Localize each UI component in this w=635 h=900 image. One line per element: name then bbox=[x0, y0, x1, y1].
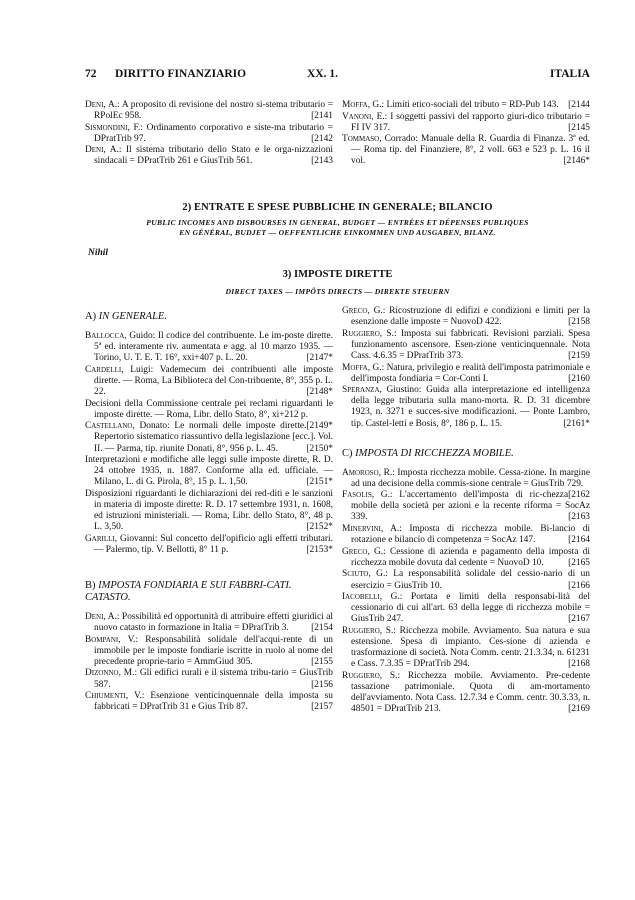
subsection-a-heading bbox=[85, 311, 333, 323]
entry-author: Tommaso, bbox=[342, 134, 382, 145]
bibliography-entry bbox=[342, 626, 590, 670]
entry-number: [2168 bbox=[568, 659, 590, 670]
section-2-title: 2) ENTRATE E SPESE PUBBLICHE IN GENERALE; BILANCIO bbox=[182, 202, 493, 214]
running-header bbox=[85, 68, 590, 86]
entry-number: [2165 bbox=[568, 557, 590, 568]
entry-text: Decisioni della Commissione centrale pei reclami riguardanti le imposte dirette. — Roma, Libr. dello Stato, 8°, xi+212 p. bbox=[85, 398, 333, 420]
entry-text: I soggetti passivi del rapporto giuri-dico tributario = FI IV 317. bbox=[351, 111, 590, 133]
subsection-b-heading bbox=[85, 580, 333, 604]
entry-number: [2157 bbox=[311, 702, 333, 713]
bibliography-entry bbox=[342, 490, 590, 523]
entry-text: Giovanni: Sul concetto dell'opificio agli effetti tributari. — Palermo, tip. V. Bellotti, 8° 11 p. bbox=[94, 533, 333, 555]
subsection-a-entries bbox=[85, 331, 333, 556]
subsection-b-entries bbox=[85, 612, 333, 713]
subsection-b-letter: B) bbox=[85, 579, 96, 591]
entry-author: Minervini, A.: bbox=[342, 524, 402, 535]
page-number: 72 bbox=[85, 68, 97, 80]
bibliography-entry bbox=[342, 592, 590, 625]
subsection-c-title: IMPOSTA DI RICCHEZZA MOBILE. bbox=[355, 447, 514, 459]
entry-number: [2153* bbox=[306, 544, 333, 555]
entry-text: A proposito di revisione del nostro si-stema tributario = RPolEc 958. bbox=[94, 100, 333, 122]
bibliography-entry bbox=[85, 489, 333, 533]
bibliography-entry bbox=[85, 668, 333, 690]
entry-number: [2158 bbox=[568, 317, 590, 328]
entry-text: Guido: Il codice del contribuente. Le im-poste dirette. 5ª ed. interamente riv. aumentata e agg. al 10 marzo 1935. — Torino, U. T. E. T. 16°, xxi+407 p. L. 20. bbox=[94, 331, 333, 364]
page bbox=[85, 68, 590, 716]
entry-author: Amoroso, R.: bbox=[342, 467, 395, 478]
entry-author: Deni, A.: bbox=[85, 145, 122, 156]
entry-number: [2144 bbox=[568, 100, 590, 110]
entry-number: [2147* bbox=[306, 353, 333, 364]
entry-number: [2163 bbox=[568, 512, 590, 523]
entry-text: Imposta ricchezza mobile. Cessa-zione. In margine ad una decisione della commis-sione centrale = GiusTrib 729. bbox=[351, 467, 590, 489]
subsection-b-title: IMPOSTA FONDIARIA E SUI FABBRI-CATI. CATASTO. bbox=[85, 579, 292, 603]
entry-text: Portata e limiti della responsabi-lità del cessionario di cui all'art. 63 della legge di ricchezza mobile = GiusTrib 247. bbox=[351, 592, 590, 625]
entry-text: Il sistema tributario dello Stato e le orga-nizzazioni sindacali = DPratTrib 261 e GiusTrib 561. bbox=[94, 145, 333, 167]
entry-number: [2150* bbox=[306, 443, 333, 454]
entry-author: Greco, G.: bbox=[342, 306, 386, 317]
header-country: ITALIA bbox=[549, 68, 590, 80]
entry-author: Sismondini, F.: bbox=[85, 122, 143, 133]
bibliography-entry bbox=[85, 365, 333, 398]
left-column bbox=[85, 306, 333, 716]
entry-author: Ruggiero, S.: bbox=[342, 670, 401, 681]
bibliography-entry bbox=[85, 455, 333, 488]
entry-number: [2143 bbox=[311, 156, 333, 167]
subsection-c-heading bbox=[342, 448, 590, 460]
entry-text: Interpretazioni e modifiche alle leggi sulle imposte dirette, R. D. 24 ottobre 1935, n. 1887. Conforme alla ed. ufficiale. — Milano, L. di G. Pirola, 8°, 15 p. L. 1,50. bbox=[85, 455, 333, 488]
entry-text: Donato: Le normali delle imposte dirette. Repertorio sistematico riassuntivo della legislazione [ecc.]. Vol. II. — Parma, tip. riunite Donati, 8°, 956 p. L. 45. bbox=[94, 421, 333, 454]
entry-number: [2169 bbox=[568, 704, 590, 715]
bibliography-entry bbox=[342, 385, 590, 429]
bibliography-entry bbox=[342, 100, 590, 111]
header-volume: XX. 1. bbox=[306, 68, 338, 80]
right-continuation-entries bbox=[342, 306, 590, 430]
bibliography-entry bbox=[85, 100, 333, 122]
entry-author: Moffa, G.: bbox=[342, 100, 385, 110]
entry-author: Sciuto, G.: bbox=[342, 569, 388, 580]
entry-number: [2161* bbox=[563, 418, 590, 429]
entry-number: [2142 bbox=[311, 133, 333, 144]
entry-author: Speranza, bbox=[342, 385, 382, 396]
entry-text: Possibilità ed opportunità di attribuire effetti giuridici al nuovo catasto in formazione in Italia = DPratTrib 3. bbox=[94, 611, 333, 634]
entry-author: Greco, G.: bbox=[342, 546, 386, 557]
bibliography-entry bbox=[342, 547, 590, 569]
section-3-translation: DIRECT TAXES — IMPÔTS DIRECTS — DIREKTE STEUERN bbox=[225, 287, 450, 297]
entry-number: [2151* bbox=[306, 477, 333, 488]
entry-author: Deni, A.: bbox=[85, 100, 120, 110]
entry-text: Cessione di azienda e pagamento della imposta di ricchezza mobile dovuta dal cedente = NuovoD 10. bbox=[351, 546, 590, 568]
entry-author: Dizonno, M.: bbox=[85, 668, 138, 679]
header-title: DIRITTO FINANZIARIO bbox=[115, 68, 247, 80]
entry-number: [2152* bbox=[306, 522, 333, 533]
entry-text: Corrado: Manuale della R. Guardia di Finanza. 3ª ed. — Roma tip. del Finanziere, 8°, 2 voll. 663 e 523 p. L. 16 il vol. bbox=[351, 134, 590, 167]
entry-text: Ordinamento corporativo e siste-ma tributario = DPratTrib 97. bbox=[94, 122, 333, 144]
section-2-translation-1: PUBLIC INCOMES AND DISBOURSES IN GENERAL, BUDGET — ENTRÉES ET DÉPENSES PUBLIQUES bbox=[146, 218, 529, 228]
subsection-c-entries bbox=[342, 468, 590, 716]
entry-text: Luigi: Vademecum dei contribuenti alle imposte dirette. — Roma, La Biblioteca del Con-tribuente, 8°, 355 p. L. 22. bbox=[94, 364, 333, 398]
subsection-a-letter: A) bbox=[85, 311, 97, 323]
entry-text: Imposta sui fabbricati. Revisioni parziali. Spesa funzionamento ascensore. Esen-zione venticinquennale. Nota Cass. 4.6.35 = DPratTrib 373. bbox=[351, 328, 590, 361]
entry-author: Deni, A.: bbox=[85, 611, 120, 622]
section-2-translation-2: EN GÉNÉRAL, BUDJET — OEFFENTLICHE EINKOMMEN UND AUSGABEN, BILANZ. bbox=[179, 228, 496, 238]
entry-number: [2167 bbox=[568, 614, 590, 625]
entry-number: [2141 bbox=[311, 111, 333, 122]
entry-text: Giustino: Guida alla interpretazione ed intelligenza della legge tributaria sulla mano-morta. R. D. 31 dicembre 1923, n. 3271 e succes-sive modificazioni. — Ponte Lambro, tip. Castel-letti e Bosis, 8°, 186 p. L. 15. bbox=[351, 385, 590, 429]
entry-text: Responsabilità solidale dell'acqui-rente di un immobile per le imposte fondiarie iscritte in ruolo al nome del precedente proprie-tario = AmmGiud 305. bbox=[94, 634, 333, 667]
entry-author: Moffa, G.: bbox=[342, 362, 385, 373]
bibliography-entry bbox=[342, 112, 590, 134]
entry-number: [2164 bbox=[568, 535, 590, 546]
entry-number: [2148* bbox=[306, 387, 333, 398]
entry-author: Bompani, V.: bbox=[85, 634, 139, 645]
entry-number: [2155 bbox=[311, 656, 333, 667]
subsection-c-letter: C) bbox=[342, 447, 353, 459]
entry-number: [2160 bbox=[568, 373, 590, 384]
entry-text: Disposizioni riguardanti le dichiarazioni dei red-diti e le sanzioni in materia di imposte dirette: R. D. 17 settembre 1931, n. 1608, ed istruzioni ministeriali. — Roma, Libr. dello Stato, 8°, 48 p. L. 3,50. bbox=[85, 488, 333, 533]
top-right-column bbox=[342, 100, 590, 168]
bibliography-entry bbox=[342, 306, 590, 328]
entry-number: [2162 bbox=[568, 489, 590, 500]
entry-number: [2159 bbox=[568, 350, 590, 361]
entry-text: Gli edifici rurali e il sistema tribu-tario = GiusTrib 587. bbox=[94, 668, 333, 690]
entry-text: Limiti etico-sociali del tributo = RD-Pub 143. bbox=[384, 100, 559, 110]
entry-text: Ricchezza mobile. Avviamento. Sua natura e sua estensione. Spesa di impianto. Ces-sione di azienda e trasformazione di società. Nota Comm. centr. 21.3.34, n. 61231 e Cass. 7.3.35 = DPratTrib 294. bbox=[351, 625, 590, 670]
entry-text: Natura, privilegio e realità dell'imposta patrimoniale e dell'imposta fondiaria = Cor-Conti I. bbox=[351, 362, 590, 384]
bibliography-entry bbox=[85, 612, 333, 634]
entry-author: Chiumenti, V.: bbox=[85, 691, 145, 702]
top-left-column bbox=[85, 100, 333, 168]
entry-author: Vanoni, E.: bbox=[342, 111, 388, 122]
bibliography-entry bbox=[342, 134, 590, 167]
entry-author: Ruggiero, S.: bbox=[342, 625, 396, 636]
right-column bbox=[342, 306, 590, 716]
entry-text: Ricostruzione di edifizi e condizioni e limiti per la esenzione dalle imposte = NuovoD 422. bbox=[351, 306, 590, 328]
subsection-a-title: IN GENERALE. bbox=[98, 311, 167, 323]
entry-author: Cardelli, bbox=[85, 364, 124, 375]
bibliography-entry bbox=[342, 671, 590, 715]
bibliography-entry bbox=[342, 524, 590, 546]
entry-number: [2145 bbox=[568, 122, 590, 133]
entry-text: L'accertamento dell'imposta di ric-chezza mobile della società per azioni e la recente riforma = SocAz 339. bbox=[351, 490, 590, 523]
entry-author: Iacobelli, G.: bbox=[342, 592, 403, 603]
nihil-label: Nihil bbox=[88, 248, 109, 259]
section-3-title: 3) IMPOSTE DIRETTE bbox=[282, 269, 393, 281]
entry-text: La responsabilità solidale del cessio-nario di un esercizio = GiusTrib 10. bbox=[351, 569, 590, 591]
bibliography-entry bbox=[342, 363, 590, 385]
entry-number: [2166 bbox=[568, 580, 590, 591]
entry-text: Imposta di ricchezza mobile. Bi-lancio di rotazione e bilancio di competenza = SocAz 147. bbox=[351, 524, 590, 546]
entry-author: Fasolis, G.: bbox=[342, 490, 393, 501]
entry-text: Ricchezza mobile. Avviamento. Pre-cedente tassazione patrimoniale. Quota di am-mortamento dell'avviamento. Nota Cass. 12.7.34 e Comm. centr. 30.3.33, n. 48501 = DPratTrib 213. bbox=[351, 670, 591, 715]
bibliography-entry bbox=[85, 145, 333, 167]
entry-number: [2149* bbox=[306, 420, 333, 431]
bibliography-entry bbox=[85, 421, 333, 454]
entry-author: Garilli, bbox=[85, 533, 118, 544]
bibliography-entry bbox=[85, 331, 333, 364]
entry-author: Ballocca, bbox=[85, 331, 127, 342]
entry-number: [2146* bbox=[563, 156, 590, 167]
bibliography-entry bbox=[85, 534, 333, 556]
bibliography-entry bbox=[342, 329, 590, 362]
bibliography-entry bbox=[85, 691, 333, 713]
entry-number: [2156 bbox=[311, 679, 333, 690]
bibliography-entry bbox=[85, 635, 333, 668]
entry-number: [2154 bbox=[311, 623, 333, 634]
bibliography-entry bbox=[342, 569, 590, 591]
bibliography-entry bbox=[85, 123, 333, 145]
entry-author: Ruggiero, S.: bbox=[342, 328, 397, 339]
entry-text: Esenzione venticinquennale della imposta su fabbricati = DPratTrib 31 e Gius Trib 87. bbox=[94, 691, 333, 713]
entry-author: Castellano, bbox=[85, 421, 135, 432]
